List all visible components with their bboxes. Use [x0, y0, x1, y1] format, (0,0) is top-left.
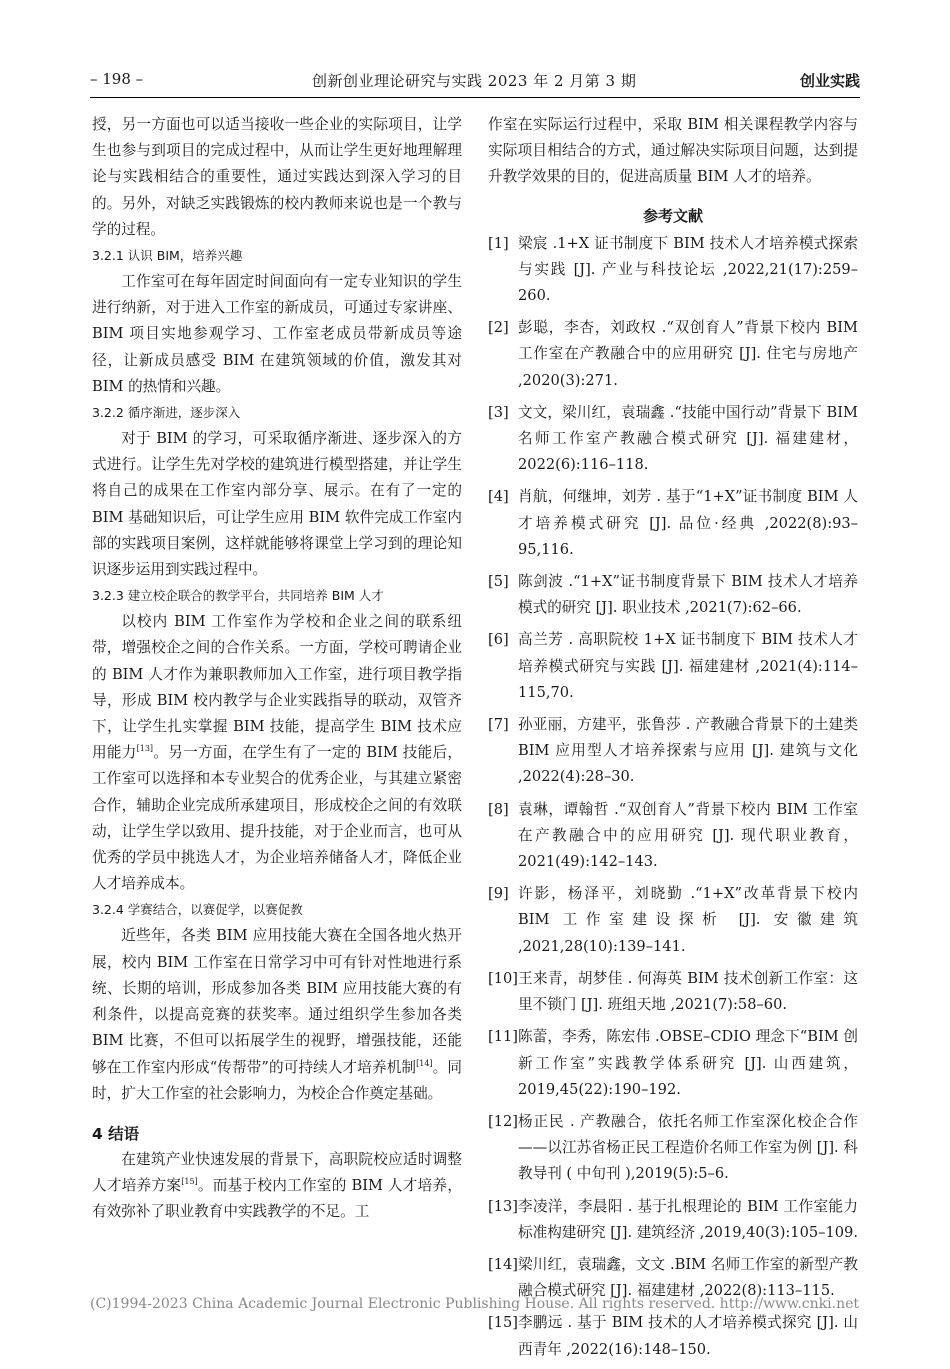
- reference-text: 肖航，何继坤，刘芳 . 基于“1+X”证书制度 BIM 人才培养模式研究 [J]. 品位·经典 ,2022(8):93–95,116.: [518, 488, 858, 558]
- reference-item: [488, 1194, 858, 1246]
- reference-number: [4]: [488, 488, 509, 506]
- header-rule: [90, 97, 860, 98]
- reference-item: [488, 484, 858, 563]
- citation-15[interactable]: [15]: [181, 1177, 198, 1187]
- reference-number: [14]: [488, 1255, 518, 1273]
- paragraph: [92, 1147, 462, 1226]
- reference-text: 梁宸 .1+X 证书制度下 BIM 技术人才培养模式探索与实践 [J]. 产业与科技论坛 ,2022,21(17):259–260.: [518, 234, 858, 305]
- reference-item: [488, 881, 858, 960]
- reference-number: [10]: [488, 969, 518, 987]
- subsection-heading: 3.2.3 建立校企联合的教学平台，共同培养 BIM 人才: [92, 588, 384, 604]
- reference-text: 陈剑波 .“1+X”证书制度背景下 BIM 技术人才培养模式的研究 [J]. 职业技术 ,2021(7):62–66.: [518, 573, 858, 617]
- reference-item: [488, 231, 858, 310]
- subsection-heading: 3.2.2 循序渐进，逐步深入: [92, 405, 241, 421]
- reference-number: [15]: [488, 1314, 518, 1332]
- reference-text: 王来青，胡梦佳 . 何海英 BIM 技术创新工作室：这里不锁门 [J]. 班组天地 ,2021(7):58–60.: [518, 969, 858, 1014]
- paragraph: [92, 923, 462, 1106]
- reference-number: [8]: [488, 800, 509, 818]
- reference-number: [9]: [488, 885, 509, 903]
- reference-list: [488, 231, 858, 1363]
- reference-item: [488, 400, 858, 479]
- reference-text: 彭聪，李杏，刘政权 .“双创育人”背景下校内 BIM 工作室在产教融合中的应用研究 [J]. 住宅与房地产 ,2020(3):271.: [518, 319, 858, 389]
- paragraph: 工作室可在每年固定时间面向有一定专业知识的学生进行纳新，对于进入工作室的新成员，可通过专家讲座、BIM 项目实地参观学习、工作室老成员带新成员等途径，让新成员感受 BIM 在建筑领域的价值，激发其对 BIM 的热情和兴趣。: [92, 273, 462, 395]
- right-column: [488, 112, 858, 1369]
- reference-number: [13]: [488, 1197, 518, 1215]
- reference-text: 陈蕾，李秀，陈宏伟 .OBSE–CDIO 理念下“BIM 创新工作室”实践教学体系研究 [J]. 山西建筑，2019,45(22):190–192.: [518, 1028, 858, 1098]
- section-heading: 4 结语: [92, 1124, 140, 1143]
- reference-text: 梁川红，袁瑞鑫，文文 .BIM 名师工作室的新型产教融合模式研究 [J]. 福建建材 ,2022(8):113–115.: [518, 1255, 858, 1300]
- reference-item: [488, 1109, 858, 1188]
- reference-item: [488, 966, 858, 1018]
- left-column: [92, 112, 462, 1226]
- paragraph: 对于 BIM 的学习，可采取循序渐进、逐步深入的方式进行。让学生先对学校的建筑进行模型搭建，并让学生将自己的成果在工作室内部分享、展示。在有了一定的 BIM 基础知识后，可让学生应用 BIM 软件完成工作室内部的实践项目案例，这样就能够将课堂上学习到的理论知识逐步运用到实践过程中。: [92, 430, 462, 579]
- running-header: [90, 70, 860, 96]
- reference-text: 袁琳，谭翰哲 .“双创育人”背景下校内 BIM 工作室在产教融合中的应用研究 [J]. 现代职业教育，2021(49):142–143.: [518, 800, 858, 871]
- paragraph-text: 在建筑产业快速发展的背景下，高职院校应适时调整人才培养方案: [92, 1150, 462, 1195]
- paragraph: 授，另一方面也可以适当接收一些企业的实际项目，让学生也参与到项目的完成过程中，从而让学生更好地理解理论与实践相结合的重要性，通过实践达到深入学习的目的。另外，对缺乏实践锻炼的校内教师来说也是一个教与学的过程。: [92, 116, 462, 238]
- reference-number: [1]: [488, 234, 509, 252]
- reference-item: [488, 1024, 858, 1103]
- section-name: 创业实践: [799, 72, 860, 90]
- reference-item: [488, 569, 858, 621]
- subsection-heading: 3.2.1 认识 BIM，培养兴趣: [92, 248, 243, 264]
- reference-number: [11]: [488, 1028, 518, 1046]
- reference-text: 杨正民 . 产教融合，依托名师工作室深化校企合作——以江苏省杨正民工程造价名师工作室为例 [J]. 科教导刊 ( 中旬刊 ),2019(5):5–6.: [518, 1112, 858, 1183]
- journal-title: 创新创业理论研究与实践 2023 年 2 月第 3 期: [312, 72, 637, 90]
- page-number: – 198 –: [90, 70, 144, 88]
- reference-text: 文文，梁川红，袁瑞鑫 .“技能中国行动”背景下 BIM 名师工作室产教融合模式研究 [J]. 福建建材，2022(6):116–118.: [518, 403, 858, 474]
- reference-item: [488, 627, 858, 706]
- citation-13[interactable]: [13]: [136, 744, 154, 754]
- paragraph-text: 。同时，扩大工作室的社会影响力，为校企合作奠定基础。: [92, 1058, 462, 1102]
- reference-text: 高兰芳 . 高职院校 1+X 证书制度下 BIM 技术人才培养模式研究与实践 [J]. 福建建材 ,2021(4):114–115,70.: [518, 631, 858, 701]
- reference-number: [7]: [488, 716, 509, 734]
- reference-number: [6]: [488, 631, 509, 649]
- copyright-footer: (C)1994-2023 China Academic Journal Electronic Publishing House. All rights reserved. http://www.cnki.net: [90, 1296, 860, 1312]
- reference-item: [488, 712, 858, 791]
- reference-item: [488, 315, 858, 394]
- reference-text: 李鹏远 . 基于 BIM 技术的人才培养模式探究 [J]. 山西青年 ,2022(16):148–150.: [518, 1314, 858, 1358]
- paragraph: [92, 609, 462, 897]
- reference-text: 许影，杨泽平，刘晓勤 .“1+X”改革背景下校内 BIM 工作室建设探析 [J]. 安徽建筑 ,2021,28(10):139–141.: [518, 885, 858, 955]
- reference-text: 孙亚丽，方建平，张鲁莎 . 产教融合背景下的土建类 BIM 应用型人才培养探索与应用 [J]. 建筑与文化 ,2022(4):28–30.: [518, 716, 858, 786]
- reference-number: [12]: [488, 1112, 518, 1130]
- reference-number: [2]: [488, 319, 509, 337]
- reference-text: 李凌洋，李晨阳 . 基于扎根理论的 BIM 工作室能力标准构建研究 [J]. 建筑经济 ,2019,40(3):105–109.: [518, 1197, 858, 1241]
- references-heading: 参考文献: [642, 206, 703, 225]
- paragraph-text: 近些年，各类 BIM 应用技能大赛在全国各地火热开展，校内 BIM 工作室在日常学习中可有针对性地进行系统、长期的培训，形成参加各类 BIM 应用技能大赛的有利条件，以提高竞赛的获奖率。通过组织学生参加各类 BIM 比赛，不但可以拓展学生的视野，增强技能，还能够在工作室内形成“传帮带”的可持续人才培养机制: [92, 927, 462, 1076]
- citation-14[interactable]: [14]: [416, 1058, 433, 1068]
- paragraph: 作室在实际运行过程中，采取 BIM 相关课程教学内容与实际项目相结合的方式，通过解决实际项目问题，达到提升教学效果的目的，促进高质量 BIM 人才的培养。: [488, 116, 858, 186]
- reference-number: [5]: [488, 573, 509, 591]
- paragraph-text: 。另一方面，在学生有了一定的 BIM 技能后，工作室可以选择和本专业契合的优秀企业，与其建立紧密合作，辅助企业完成所承建项目，形成校企之间的有效联动，让学生学以致用、提升技能，对于企业而言，也可从优秀的学员中挑选人才，为企业培养储备人才，降低企业人才培养成本。: [92, 744, 462, 893]
- reference-number: [3]: [488, 403, 509, 421]
- subsection-heading: 3.2.4 学赛结合，以赛促学，以赛促教: [92, 902, 303, 918]
- paragraph-text: 。而基于校内工作室的 BIM 人才培养，有效弥补了职业教育中实践教学的不足。工: [92, 1177, 462, 1221]
- reference-item: [488, 797, 858, 876]
- reference-item: [488, 1310, 858, 1362]
- paragraph-text: 以校内 BIM 工作室作为学校和企业之间的联系纽带，增强校企之间的合作关系。一方面，学校可聘请企业的 BIM 人才作为兼职教师加入工作室，进行项目教学指导，形成 BIM 校内教学与企业实践指导的联动，双管齐下，让学生扎实掌握 BIM 技能，提高学生 BIM 技术应用能力: [92, 613, 462, 762]
